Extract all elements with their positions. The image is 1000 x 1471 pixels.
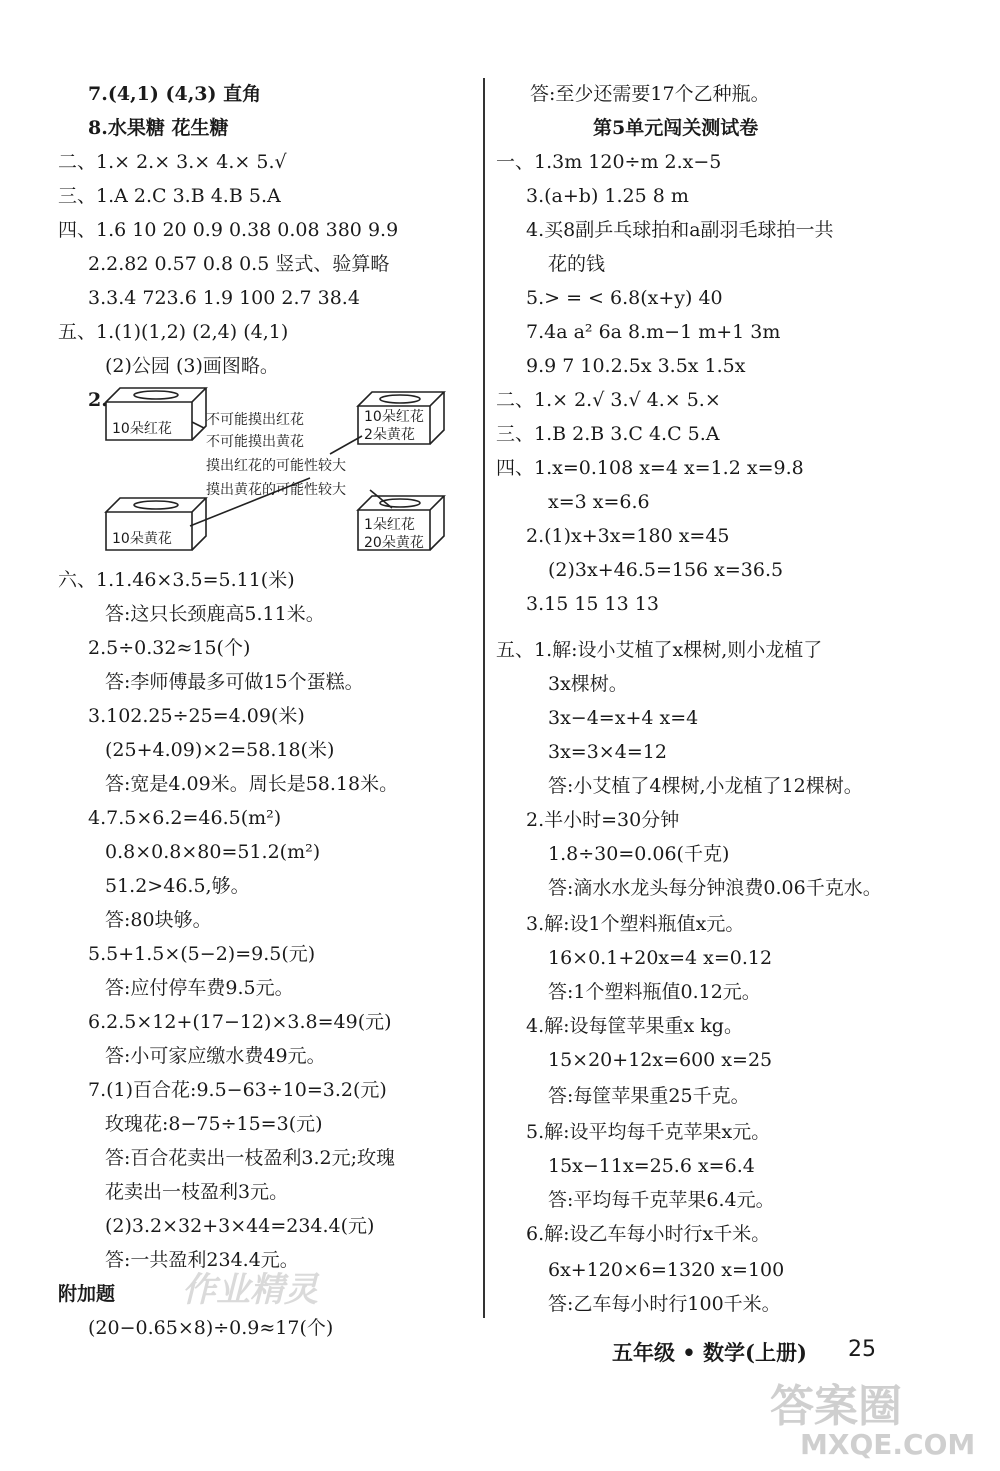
answer-line: 5.解:设平均每千克苹果x元。 (526, 1121, 771, 1143)
answer-line: 2.5÷0.32≈15(个) (88, 637, 251, 659)
box-label: 10朵黄花 (112, 531, 172, 547)
answer-line: 答:百合花卖出一枝盈利3.2元;玫瑰 (105, 1147, 396, 1169)
answer-line: 四、1.x=0.108 x=4 x=1.2 x=9.8 (496, 457, 804, 479)
answer-line: 答:80块够。 (105, 909, 212, 931)
answer-line: 3.15 15 13 13 (526, 593, 659, 615)
answer-line: 1.8÷30=0.06(千克) (548, 843, 730, 865)
answer-line: 答:李师傅最多可做15个蛋糕。 (105, 671, 364, 693)
answer-line: 15×20+12x=600 x=25 (548, 1049, 773, 1071)
box-label: 20朵黄花 (364, 535, 424, 551)
page-number: 25 (848, 1337, 876, 1362)
answer-line: 花卖出一枝盈利3元。 (105, 1181, 289, 1203)
diagram-note: 摸出红花的可能性较大 (206, 458, 346, 474)
answer-line: (25+4.09)×2=58.18(米) (105, 739, 335, 761)
answer-line: 玫瑰花:8−75÷15=3(元) (105, 1113, 323, 1135)
answer-line: 3x−4=x+4 x=4 (548, 707, 699, 729)
answer-line: 答:至少还需要17个乙种瓶。 (530, 83, 770, 105)
answer-line: 二、1.× 2.√ 3.√ 4.× 5.× (496, 389, 721, 411)
answer-line: 三、1.B 2.B 3.C 4.C 5.A (496, 423, 720, 445)
answer-line: 五、1.(1)(1,2) (2,4) (4,1) (58, 321, 289, 343)
answer-line: 6.解:设乙车每小时行x千米。 (526, 1223, 771, 1245)
answer-line: 答:乙车每小时行100千米。 (548, 1293, 781, 1315)
section-heading: 第5单元闯关测试卷 (593, 117, 759, 139)
answer-line: 答:1个塑料瓶值0.12元。 (548, 981, 761, 1003)
answer-line: 答:应付停车费9.5元。 (105, 977, 294, 999)
answer-line: 16×0.1+20x=4 x=0.12 (548, 947, 773, 969)
watermark: 答案圈 (770, 1381, 902, 1432)
answer-line: 3.3.4 723.6 1.9 100 2.7 38.4 (88, 287, 360, 309)
answer-line: 5.5+1.5×(5−2)=9.5(元) (88, 943, 316, 965)
answer-line: 花的钱 (548, 253, 606, 275)
answer-line: 答:这只长颈鹿高5.11米。 (105, 603, 325, 625)
answer-line: 3x=3×4=12 (548, 741, 667, 763)
answer-line: 答:小艾植了4棵树,小龙植了12棵树。 (548, 775, 863, 797)
footer-title: 五年级 • 数学(上册) (612, 1340, 807, 1365)
column-divider (483, 78, 485, 1318)
answer-line: 答:小可家应缴水费49元。 (105, 1045, 326, 1067)
answer-line: 2.(1)x+3x=180 x=45 (526, 525, 730, 547)
answer-line: 三、1.A 2.C 3.B 4.B 5.A (58, 185, 281, 207)
answer-line: 2.半小时=30分钟 (526, 809, 680, 831)
answer-line: x=3 x=6.6 (548, 491, 650, 513)
box-label: 10朵红花 (364, 409, 424, 425)
answer-line: 答:平均每千克苹果6.4元。 (548, 1189, 775, 1211)
answer-line: 3.解:设1个塑料瓶值x元。 (526, 913, 745, 935)
answer-line: 51.2>46.5,够。 (105, 875, 250, 897)
watermark: MXQE.COM (800, 1428, 976, 1461)
answer-line: 5.> = < 6.8(x+y) 40 (526, 287, 723, 309)
box-label: 10朵红花 (112, 421, 172, 437)
answer-line: 4.解:设每筐苹果重x kg。 (526, 1015, 743, 1037)
answer-line: 9.9 7 10.2.5x 3.5x 1.5x (526, 355, 746, 377)
answer-line: 7.4a a² 6a 8.m−1 m+1 3m (526, 321, 781, 343)
answer-line: 3x棵树。 (548, 673, 628, 695)
answer-line: 二、1.× 2.× 3.× 4.× 5.√ (58, 151, 287, 173)
answer-line: (2)3x+46.5=156 x=36.5 (548, 559, 784, 581)
answer-line: 2. (88, 389, 108, 411)
answer-line: 六、1.1.46×3.5=5.11(米) (58, 569, 295, 591)
box-label: 1朵红花 (364, 517, 415, 533)
answer-line: 3.(a+b) 1.25 8 m (526, 185, 689, 207)
answer-line: 7.(1)百合花:9.5−63÷10=3.2(元) (88, 1079, 387, 1101)
answer-line: 15x−11x=25.6 x=6.4 (548, 1155, 755, 1177)
diagram-note: 不可能摸出黄花 (206, 434, 304, 450)
answer-line: 4.买8副乒乓球拍和a副羽毛球拍一共 (526, 219, 834, 241)
answer-line: 6x+120×6=1320 x=100 (548, 1259, 785, 1281)
answer-line: 6.2.5×12+(17−12)×3.8=49(元) (88, 1011, 392, 1033)
answer-line: 2.2.82 0.57 0.8 0.5 竖式、验算略 (88, 253, 390, 275)
answer-line: 8.水果糖 花生糖 (88, 117, 229, 139)
answer-line: 答:宽是4.09米。周长是58.18米。 (105, 773, 399, 795)
diagram-note: 不可能摸出红花 (206, 412, 304, 428)
box-label: 2朵黄花 (364, 427, 415, 443)
section-heading: 附加题 (58, 1283, 116, 1305)
answer-line: 0.8×0.8×80=51.2(m²) (105, 841, 321, 863)
watermark: 作业精灵 (182, 1270, 318, 1310)
answer-line: 答:一共盈利234.4元。 (105, 1249, 299, 1271)
answer-line: 答:滴水水龙头每分钟浪费0.06千克水。 (548, 877, 882, 899)
answer-line: 3.102.25÷25=4.09(米) (88, 705, 305, 727)
answer-line: 一、1.3m 120÷m 2.x−5 (496, 151, 722, 173)
answer-line: (2)公园 (3)画图略。 (105, 355, 279, 377)
answer-line: 答:每筐苹果重25千克。 (548, 1085, 750, 1107)
answer-line: (20−0.65×8)÷0.9≈17(个) (88, 1317, 334, 1339)
diagram-note: 摸出黄花的可能性较大 (206, 482, 346, 498)
answer-line: (2)3.2×32+3×44=234.4(元) (105, 1215, 375, 1237)
answer-line: 四、1.6 10 20 0.9 0.38 0.08 380 9.9 (58, 219, 399, 241)
answer-line: 4.7.5×6.2=46.5(m²) (88, 807, 282, 829)
answer-line: 7.(4,1) (4,3) 直角 (88, 83, 262, 105)
answer-line: 五、1.解:设小艾植了x棵树,则小龙植了 (496, 639, 823, 661)
